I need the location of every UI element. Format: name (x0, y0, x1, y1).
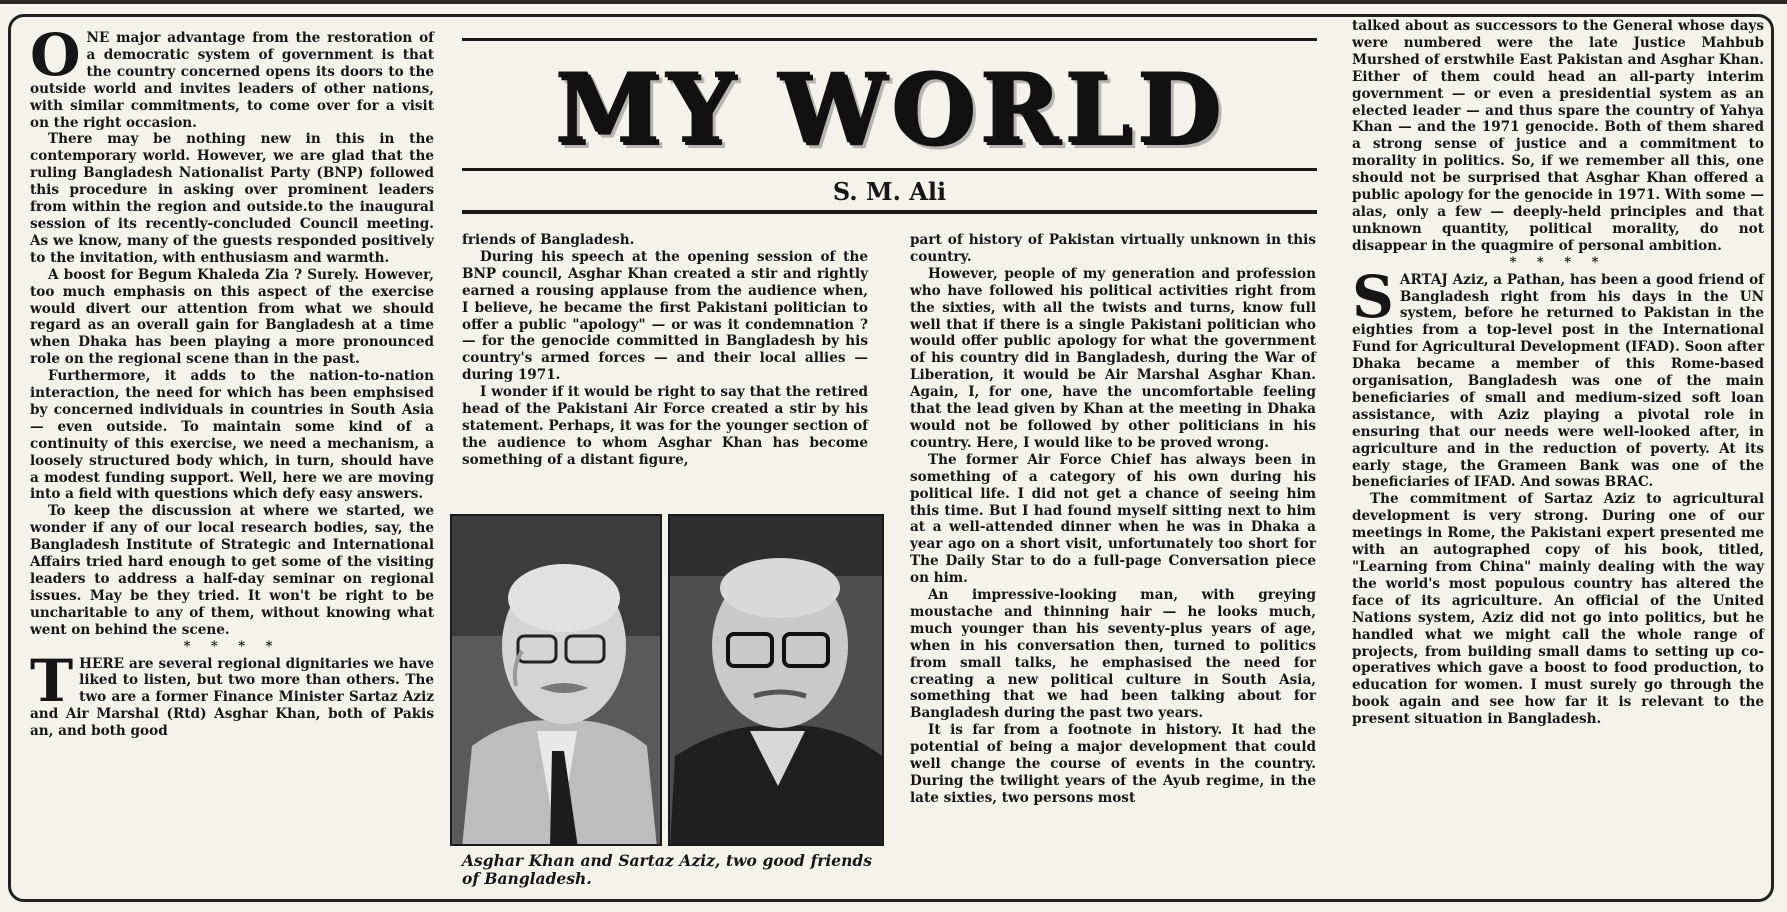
paragraph: talked about as successors to the General whose days were numbered were the late Justice Mahbub Murshed of erstwhile East Pakistan and Asghar Khan. Either of them could head an all-party interim government — or even a presidential system as an elected leader — and thus spare the country of Yahya Khan — and the 1971 genocide. Both of them shared a strong sense of justice and a commitment to morality in politics. So, if we remember all this, one should not be surprised that Asghar Khan offered a public apology for the genocide in 1971. With some — alas, only a few — deeply-held principles and that unknown quantity, political morality, do not disappear in the quagmire of personal ambition. (1352, 18, 1765, 254)
paragraph-text: NE major advantage from the restoration of a democratic system of government is that the country concerned opens its doors to the outside world and invites leaders of other nations, with similar commitments, to come over for a visit on the right occasion. (30, 30, 434, 131)
masthead-rule-top (462, 38, 1317, 41)
paragraph: The former Air Force Chief has always been in something of a category of his own during his political life. I did not get a chance of seeing him this time. But I had found myself sitting next to him at a well-attended dinner when he was in Dhaka a year ago on a short visit, unfortunately too short for The Daily Star to do a full-page Conversation piece on him. (910, 451, 1316, 587)
photo-sartaz-aziz (668, 514, 884, 846)
photo-asghar-khan (450, 514, 662, 846)
paragraph-text: HERE are several regional dignitaries we have liked to listen, but two more than others. The two are a former Finance Minister Sartaz Aziz and Air Marshal (Rtd) Asghar Khan, both of Pakis an, and both good (30, 655, 434, 740)
paragraph: friends of Bangladesh. (462, 232, 635, 248)
column-2 (462, 232, 868, 469)
top-border-rule (0, 0, 1787, 4)
paragraph: I wonder if it would be right to say that the retired head of the Pakistani Air Force created a stir by his statement. Perhaps, it was for the younger section of the audience to whom Asghar Khan has become something of a distant figure, (462, 384, 868, 468)
column-1 (30, 21, 434, 740)
page-title: MY WORLD (554, 52, 1225, 165)
paragraph (30, 21, 434, 131)
byline: S. M. Ali (832, 177, 947, 206)
section-separator: * * * * (1509, 254, 1607, 270)
section-separator: * * * * (183, 638, 281, 654)
drop-cap: S (1352, 262, 1394, 331)
paragraph-text: ARTAJ Aziz, a Pathan, has been a good friend of Bangladesh right from his days in the UN system, before he returned to Pakistan in the eighties from a top-level post in the International Fund for Agricultural Development (IFAD). Soon after Dhaka became a member of this Rome-based organisation, Bangladesh was one of the main beneficiaries of small and medium-sized soft loan assistance, with Aziz playing a pivotal role in ensuring that our needs were well-looked after, in agriculture and in the reduction of poverty. At its early stage, the Grameen Bank was one of the beneficiaries of IFAD. And sowas BRAC. (1352, 271, 1764, 491)
masthead-rule-bottom (462, 210, 1317, 214)
paragraph (1352, 262, 1764, 492)
paragraph: An impressive-looking man, with greying moustache and thinning hair — he looks much, much younger than his seventy-plus years of age, when in his conversation then, turned to politics from small talks, he emphasised the need for creating a new political culture in South Asia, something that we had been talking about for Bangladesh during the past two years. (910, 587, 1316, 722)
masthead (462, 30, 1317, 220)
paragraph: A boost for Begum Khaleda Zia ? Surely. However, too much emphasis on this aspect of the exercise would divert our attention from what we should regard as an overall gain for Bangladesh at a time when Dhaka has been playing a more pronounced role on the regional scene than in the past. (30, 266, 434, 368)
paragraph: To keep the discussion at where we started, we wonder if any of our local research bodies, say, the Bangladesh Institute of Strategic and International Affairs tried hard enough to get some of the visiting leaders to address a half-day seminar on regional issues. May be they tried. It won't be right to be uncharitable to any of them, without knowing what went on behind the scene. (30, 503, 434, 638)
photo-pair (450, 514, 884, 852)
column-4 (1352, 18, 1764, 728)
paragraph: There may be nothing new in this in the contemporary world. However, we are glad that the ruling Bangladesh Nationalist Party (BNP) followed this procedure in asking over prominent leaders from within the region and outside.to the inaugural session of its recently-concluded Council meeting. As we know, many of the guests responded positively to the invitation, with enthusiasm and warmth. (30, 131, 434, 266)
paragraph: During his speech at the opening session of the BNP council, Asghar Khan created a stir and rightly earned a rousing applause from the audience when, I believe, he became the first Pakistani politician to offer a public "apology" — or was it condemnation ? — for the genocide committed in Bangladesh by his country's armed forces — and their local allies — during 1971. (462, 248, 868, 384)
masthead-rule-middle (462, 168, 1317, 171)
paragraph (30, 646, 434, 741)
portrait-image (452, 516, 662, 846)
paragraph: Furthermore, it adds to the nation-to-nation interaction, the need for which has been emphsised by concerned individuals in countries in South Asia — even outside. To maintain some kind of a continuity of this exercise, we need a mechanism, a loosely structured body which, in turn, should have a modest funding support. Well, here we are moving into a field with questions which defy easy answers. (30, 368, 434, 503)
paragraph: However, people of my generation and profession who have followed his political activities right from the sixties, with all the twists and turns, know full well that if there is a single Pakistani politician who would offer public apology for what the government of his country did in Bangladesh, during the War of Liberation, it would be Air Marshal Asghar Khan. Again, I, for one, have the uncomfortable feeling that the lead given by Khan at the meeting in Dhaka would not be followed by other politicians in his country. Here, I would like to be proved wrong. (910, 265, 1316, 451)
portrait-image (670, 516, 884, 846)
paragraph: The commitment of Sartaz Aziz to agricultural development is very strong. During one of our meetings in Rome, the Pakistani expert presented me with an autographed copy of his book, titled, "Learning from China" mainly dealing with the way the world's most populous country has altered the face of its agriculture. An official of the United Nations system, Aziz did not go into politics, but he handled what we might call the whole range of projects, from building small dams to setting up co-operatives which gave a boost to food production, to education for women. I must surely go through the book again and see how far it is relevant to the present situation in Bangladesh. (1352, 491, 1764, 728)
photo-caption: Asghar Khan and Sartaz Aziz, two good friends of Bangladesh. (462, 851, 872, 888)
drop-cap: O (30, 21, 81, 89)
paragraph: It is far from a footnote in history. It had the potential of being a major development that could well change the course of events in the country. During the twilight years of the Ayub regime, in the late sixties, two persons most (910, 722, 1316, 806)
paragraph: part of history of Pakistan virtually unknown in this country. (910, 232, 1316, 265)
column-3 (910, 232, 1316, 807)
drop-cap: T (30, 646, 74, 715)
